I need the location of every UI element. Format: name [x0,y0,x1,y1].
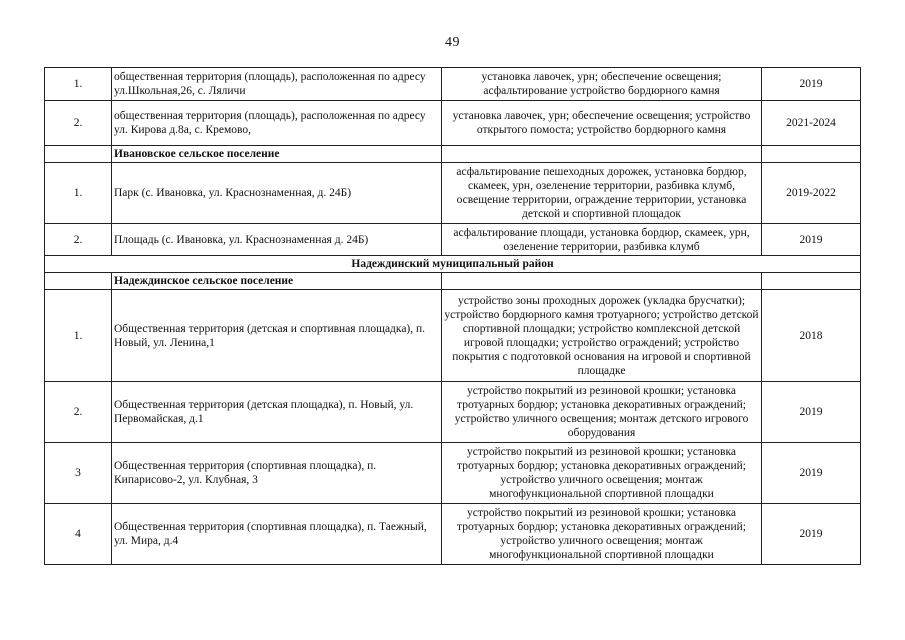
table-row [45,163,861,224]
row-number: 1. [45,290,112,382]
works-description: асфальтирование пешеходных дорожек, установка бордюр, скамеек, урн, озеленение территории, разбивка клумб, освещение территории, ограждение территории, установка детской и спортивной площадок [442,163,762,224]
section-title: Надеждинское сельское поселение [112,273,442,290]
empty-cell [762,146,861,163]
implementation-year: 2019 [762,382,861,443]
row-number: 4 [45,504,112,565]
territory-name: Парк (с. Ивановка, ул. Краснознаменная, д. 24Б) [112,163,442,224]
territory-name: Общественная территория (детская площадка), п. Новый, ул. Первомайская, д.1 [112,382,442,443]
works-description: установка лавочек, урн; обеспечение освещения; асфальтирование устройство бордюрного камня [442,68,762,101]
works-description: асфальтирование площади, установка бордюр, скамеек, урн, озеленение территории, разбивка клумб [442,224,762,256]
table-row [45,68,861,101]
implementation-year: 2019 [762,443,861,504]
empty-cell [442,146,762,163]
territory-table [44,67,861,565]
section-row [45,273,861,290]
row-number: 1. [45,163,112,224]
territory-name: общественная территория (площадь), расположенная по адресу ул. Кирова д.8а, с. Кремово, [112,101,442,146]
table-row [45,504,861,565]
implementation-year: 2019-2022 [762,163,861,224]
row-number: 3 [45,443,112,504]
row-number: 2. [45,101,112,146]
implementation-year: 2021-2024 [762,101,861,146]
section-row [45,146,861,163]
territory-name: общественная территория (площадь), расположенная по адресу ул.Школьная,26, с. Ляличи [112,68,442,101]
works-description: устройство зоны проходных дорожек (укладка брусчатки); устройство бордюрного камня тротуарного; устройство детской спортивной площадки; устройство комплексной детской игровой площадки; устройство ограждений; устройство покрытия с подготовкой основания на игровой и спортивной площадке [442,290,762,382]
territory-name: Общественная территория (спортивная площадка), п. Таежный, ул. Мира, д.4 [112,504,442,565]
empty-cell [762,273,861,290]
page-number: 49 [445,35,460,50]
implementation-year: 2018 [762,290,861,382]
works-description: устройство покрытий из резиновой крошки; установка тротуарных бордюр; установка декоративных ограждений; устройство уличного освещения; монтаж детского игрового оборудования [442,382,762,443]
territory-name: Общественная территория (детская и спортивная площадка), п. Новый, ул. Ленина,1 [112,290,442,382]
works-description: устройство покрытий из резиновой крошки; установка тротуарных бордюр; установка декоративных ограждений; устройство уличного освещения; монтаж многофункциональной спортивной площадки [442,443,762,504]
empty-cell [442,273,762,290]
row-number: 2. [45,224,112,256]
territory-name: Площадь (с. Ивановка, ул. Краснознаменная д. 24Б) [112,224,442,256]
district-row [45,256,861,273]
works-description: установка лавочек, урн; обеспечение освещения; устройство открытого помоста; устройство бордюрного камня [442,101,762,146]
table-row [45,224,861,256]
implementation-year: 2019 [762,224,861,256]
empty-cell [45,273,112,290]
territory-name: Общественная территория (спортивная площадка), п. Кипарисово-2, ул. Клубная, 3 [112,443,442,504]
row-number: 1. [45,68,112,101]
section-title: Ивановское сельское поселение [112,146,442,163]
implementation-year: 2019 [762,504,861,565]
table-row [45,443,861,504]
empty-cell [45,146,112,163]
implementation-year: 2019 [762,68,861,101]
table-row [45,101,861,146]
row-number: 2. [45,382,112,443]
table-row [45,382,861,443]
district-title: Надеждинский муниципальный район [45,256,861,273]
works-description: устройство покрытий из резиновой крошки; установка тротуарных бордюр; установка декоративных ограждений; устройство уличного освещения; монтаж многофункциональной спортивной площадки [442,504,762,565]
table-row [45,290,861,382]
